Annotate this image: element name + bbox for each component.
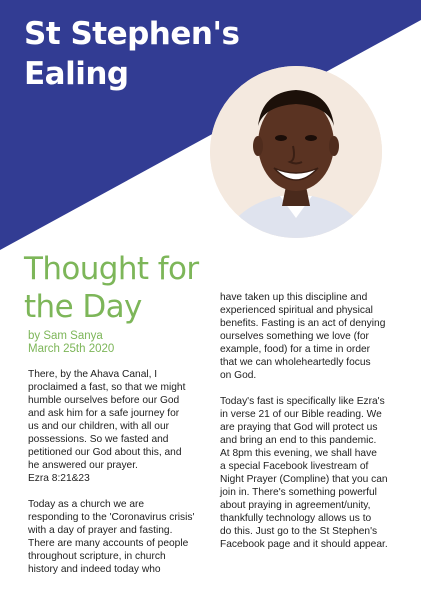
church-title-line2: Ealing	[24, 56, 129, 92]
paragraph-intro: Today as a church we are responding to the 'Coronavirus crisis' with a day of prayer and fasting. There are many accounts of people throughout scripture, in church history and indeed today who	[28, 499, 195, 575]
church-title-line1: St Stephen's	[24, 16, 240, 52]
paragraph-fasting: have taken up this discipline and experienced spiritual and physical benefits. Fasting is an act of denying ourselves something we love (for example, food) for a time in order that we can wholeheartedly focus on God.	[220, 292, 386, 381]
article-heading	[24, 250, 199, 326]
church-title	[24, 14, 239, 94]
portrait-photo-icon	[210, 66, 382, 238]
article-heading-line2: the Day	[24, 289, 142, 325]
author-portrait	[210, 66, 382, 238]
article-column-1	[28, 368, 216, 589]
paragraph-todays-fast: Today's fast is specifically like Ezra's in verse 21 of our Bible reading. We are praying that God will protect us and bring an end to this pandemic. At 8pm this evening, we shall have a special Facebook livestream of Night Prayer (Compline) that you can join in. There's something powerful about praying in agreement/unity, thankfully technology allows us to do this. Just go to the St Stephen's Facebook page and it should appear.	[220, 396, 388, 550]
byline	[28, 330, 114, 356]
publish-date: March 25th 2020	[28, 343, 115, 355]
author-name: by Sam Sanya	[28, 330, 103, 342]
paragraph-scripture: There, by the Ahava Canal, I proclaimed a fast, so that we might humble ourselves before our God and ask him for a safe journey for us and our children, with all our possessions. So we fasted and petitioned our God about this, and he answered our prayer. Ezra 8:21&23	[28, 369, 186, 484]
article-heading-line1: Thought for	[24, 251, 199, 287]
article-column-2	[220, 291, 405, 564]
